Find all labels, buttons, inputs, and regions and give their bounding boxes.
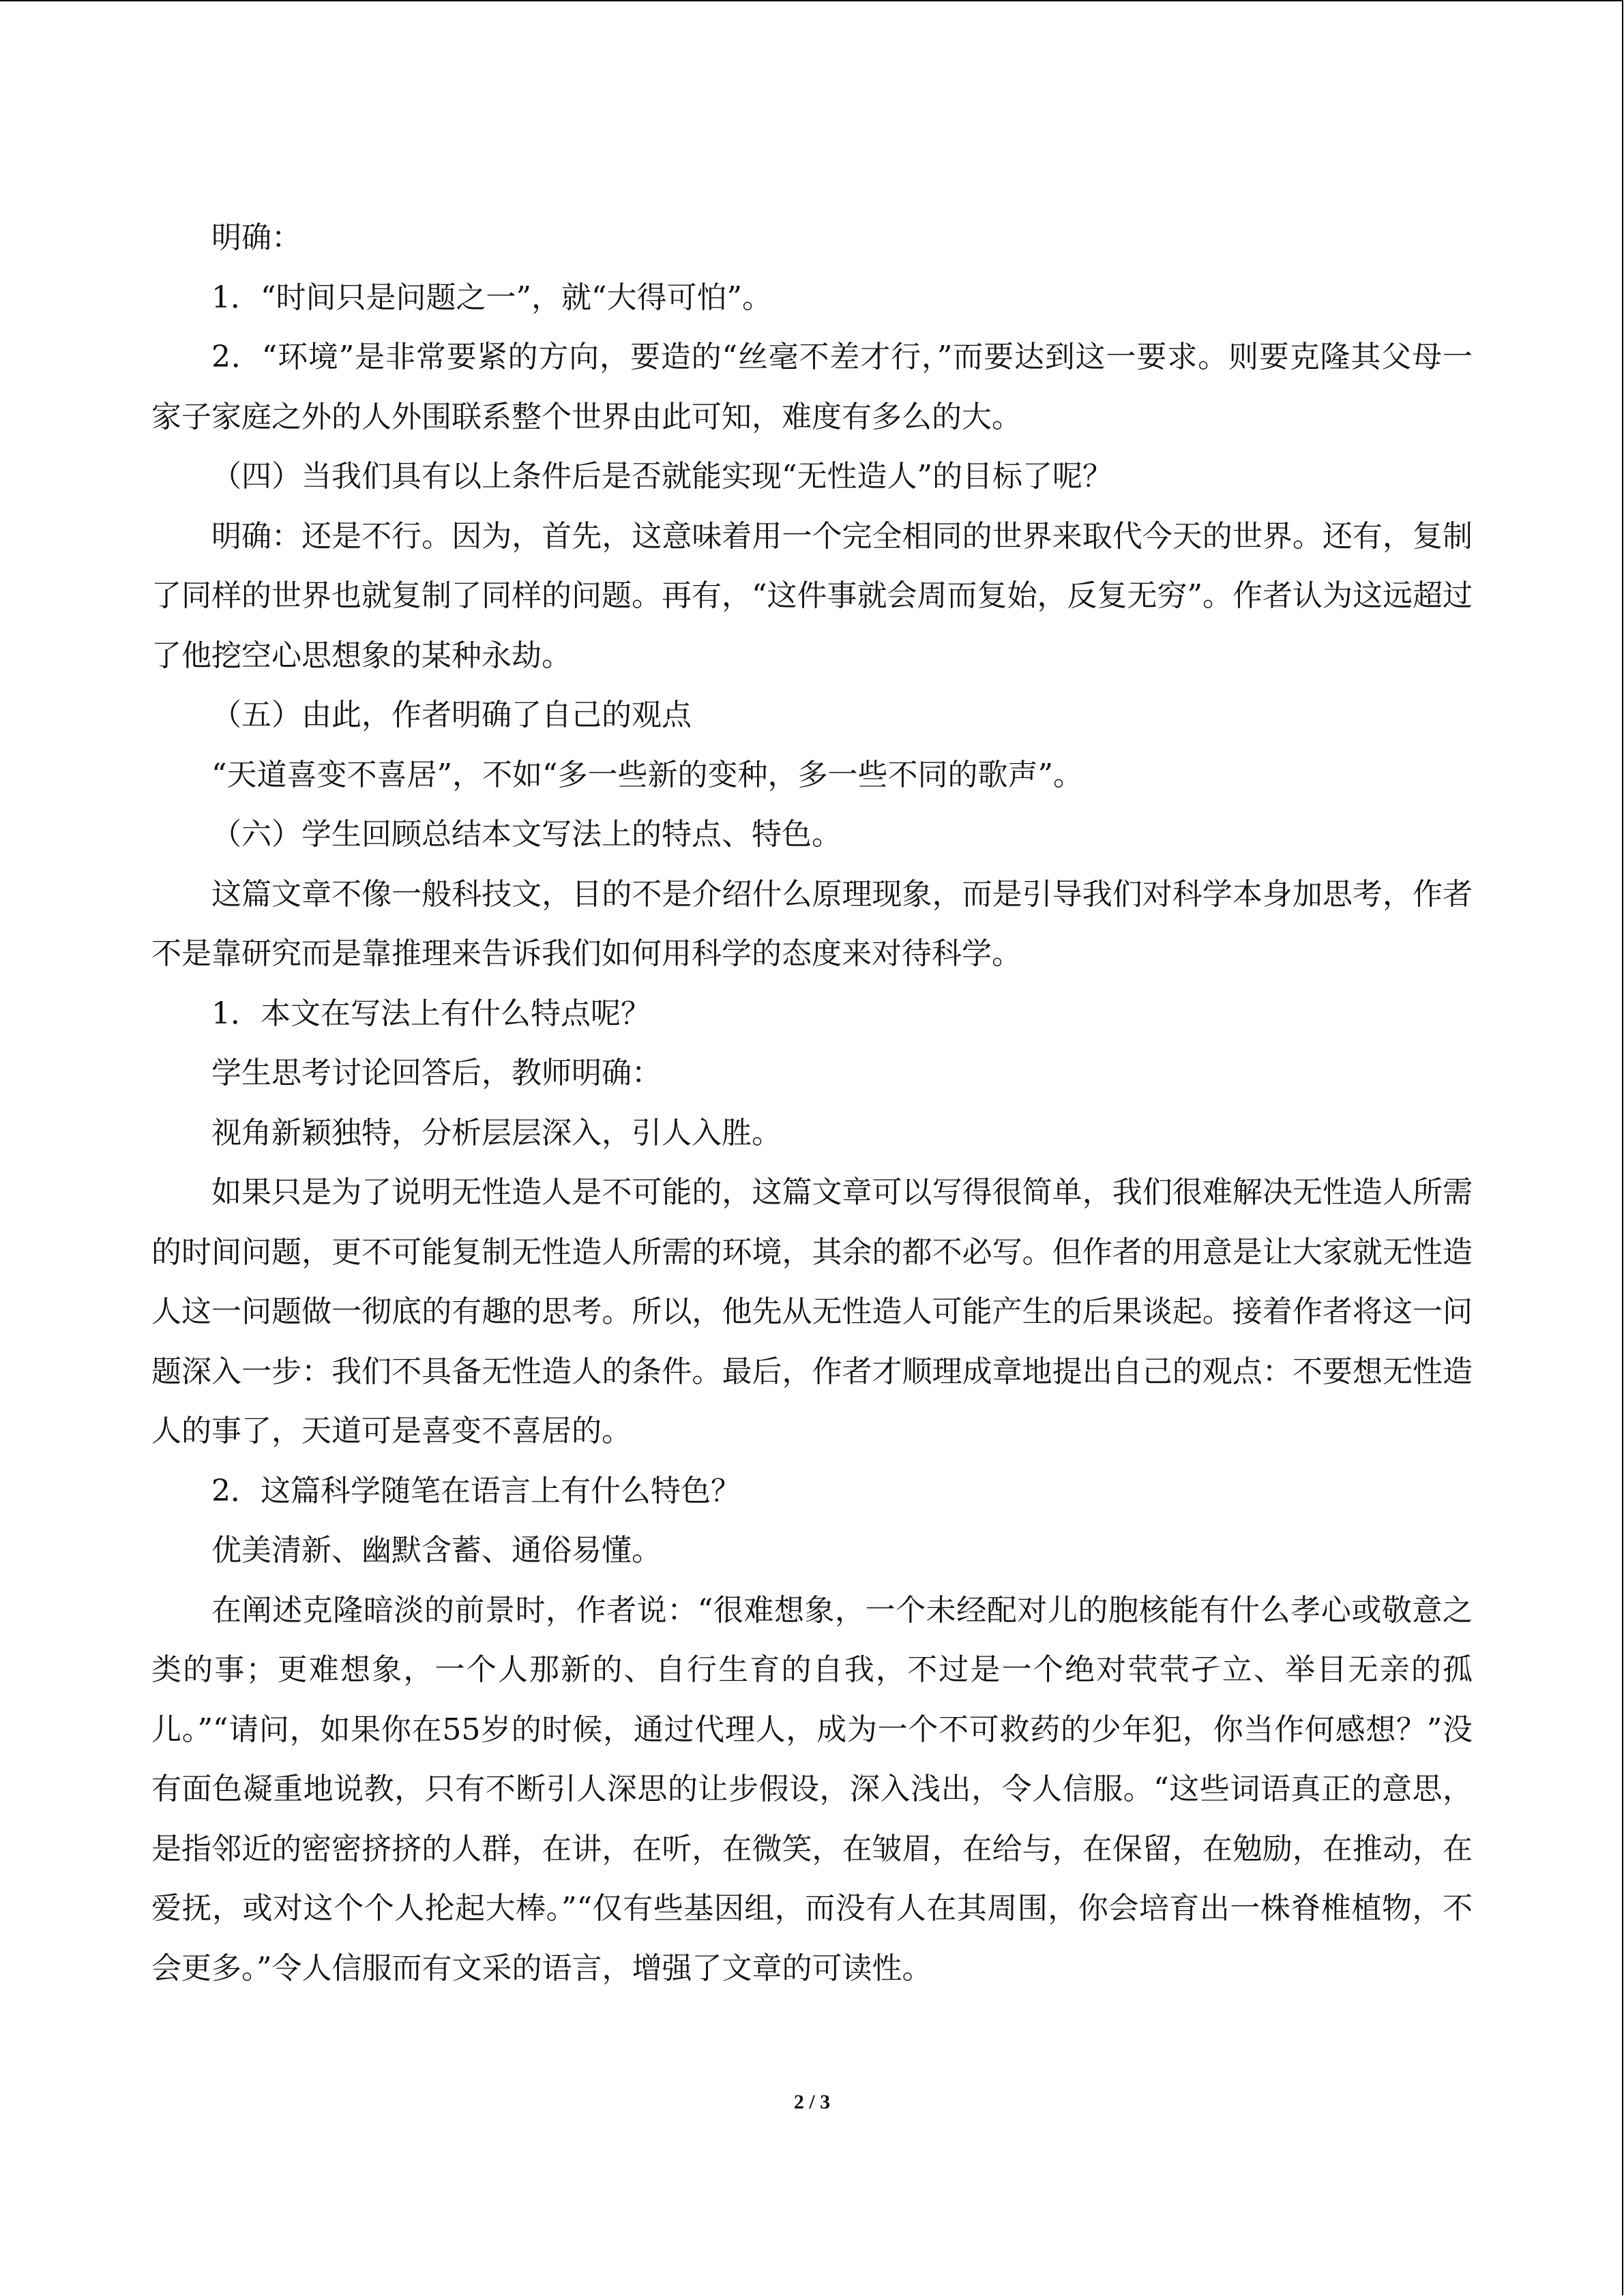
paragraph: 这篇文章不像一般科技文，目的不是介绍什么原理现象，而是引导我们对科学本身加思考，作者不是靠研究而是靠推理来告诉我们如何用科学的态度来对待科学。: [151, 876, 1473, 971]
paragraph: 学生思考讨论回答后，教师明确：: [211, 1056, 662, 1090]
paragraph: 2．这篇科学随笔在语言上有什么特色？: [211, 1473, 741, 1508]
paragraph: 如果只是为了说明无性造人是不可能的，这篇文章可以写得很简单，我们很难解决无性造人所需的时间问题，更不可能复制无性造人所需的环境，其余的都不必写。但作者的用意是让大家就无性造人这一问题做一彻底的有趣的思考。所以，他先从无性造人可能产生的后果谈起。接着作者将这一问题深入一步：我们不具备无性造人的条件。最后，作者才顺理成章地提出自己的观点：不要想无性造人的事了，天道可是喜变不喜居的。: [151, 1175, 1473, 1448]
paragraph: （六）学生回顾总结本文写法上的特点、特色。: [211, 817, 842, 852]
paragraph: 明确：: [211, 220, 301, 255]
paragraph: 明确：还是不行。因为，首先，这意味着用一个完全相同的世界来取代今天的世界。还有，复制了同样的世界也就复制了同样的问题。再有，“这件事就会周而复始，反复无穷”。作者认为这远超过了他挖空心思想象的某种永劫。: [151, 518, 1473, 673]
paragraph: 在阐述克隆暗淡的前景时，作者说：“很难想象，一个未经配对儿的胞核能有什么孝心或敬意之类的事；更难想象，一个人那新的、自行生育的自我，不过是一个绝对茕茕孑立、举目无亲的孤儿。”“请问，如果你在55岁的时候，通过代理人，成为一个不可救药的少年犯，你当作何感想？”没有面色凝重地说教，只有不断引人深思的让步假设，深入浅出，令人信服。“这些词语真正的意思，是指邻近的密密挤挤的人群，在讲，在听，在微笑，在皱眉，在给与，在保留，在勉励，在推动，在爱抚，或对这个个人抡起大棒。”“仅有些基因组，而没有人在其周围，你会培育出一株脊椎植物，不会更多。”令人信服而有文采的语言，增强了文章的可读性。: [151, 1592, 1473, 1986]
paragraph: 视角新颖独特，分析层层深入，引人入胜。: [211, 1115, 782, 1150]
page-number: 2 / 3: [793, 2091, 831, 2113]
paragraph: “天道喜变不喜居”，不如“多一些新的变种，多一些不同的歌声”。: [211, 757, 1083, 792]
paragraph: （五）由此，作者明确了自己的观点: [211, 698, 692, 732]
paragraph: 1．本文在写法上有什么特点呢？: [211, 996, 651, 1031]
document-body: [151, 208, 1473, 1998]
paragraph: 2．“环境”是非常要紧的方向，要造的“丝毫不差才行，”而要达到这一要求。则要克隆其父母一家子家庭之外的人外围联系整个世界由此可知，难度有多么的大。: [151, 340, 1473, 434]
paragraph: （四）当我们具有以上条件后是否就能实现“无性造人”的目标了呢？: [211, 459, 1112, 494]
paragraph: 1．“时间只是问题之一”，就“大得可怕”。: [211, 280, 772, 315]
paragraph: 优美清新、幽默含蓄、通俗易懂。: [211, 1533, 662, 1568]
